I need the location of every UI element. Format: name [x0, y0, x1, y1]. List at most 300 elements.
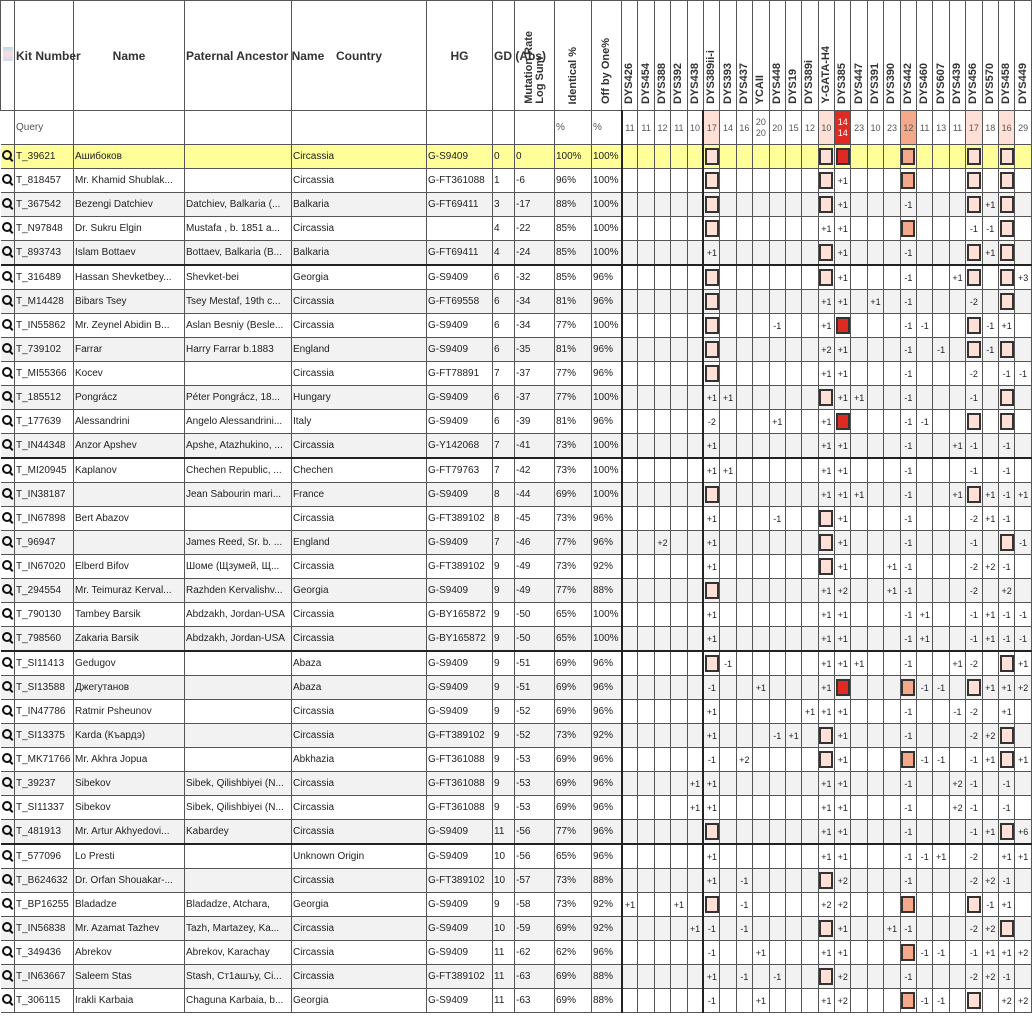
row-search-cell[interactable] — [1, 965, 15, 989]
marker-cell — [1015, 362, 1031, 386]
marker-cell — [687, 603, 703, 627]
magnifier-icon[interactable] — [2, 801, 12, 811]
magnifier-icon[interactable] — [2, 825, 12, 835]
name[interactable]: Mr. Teimuraz Kerval... — [74, 579, 185, 603]
marker-diff-value: +1 — [706, 537, 718, 548]
hg: G-BY165872 — [427, 627, 493, 652]
marker-header[interactable] — [638, 1, 654, 111]
magnifier-icon[interactable] — [2, 512, 12, 522]
row-search-cell[interactable] — [1, 748, 15, 772]
marker-cell — [720, 434, 736, 459]
table-row[interactable] — [1, 603, 1032, 627]
marker-diff-value: -1 — [904, 585, 913, 596]
kit-number[interactable]: T_316489 — [15, 265, 74, 290]
marker-diff-value: -1 — [969, 392, 978, 403]
name[interactable]: Bibars Tsey — [74, 290, 185, 314]
marker-header[interactable] — [720, 1, 736, 111]
name[interactable] — [74, 531, 185, 555]
kit-number[interactable]: T_893743 — [15, 241, 74, 266]
magnifier-icon[interactable] — [2, 150, 12, 160]
marker-cell — [884, 458, 900, 483]
marker-cell — [818, 844, 834, 869]
marker-cell — [720, 314, 736, 338]
row-search-cell[interactable] — [1, 483, 15, 507]
table-row[interactable] — [1, 241, 1032, 266]
row-search-cell[interactable] — [1, 290, 15, 314]
name[interactable] — [74, 483, 185, 507]
marker-cell — [769, 796, 785, 820]
row-search-cell[interactable] — [1, 555, 15, 579]
magnifier-icon[interactable] — [2, 874, 12, 884]
row-search-cell[interactable] — [1, 145, 15, 169]
magnifier-icon[interactable] — [2, 246, 12, 256]
kit-number[interactable]: T_IN67898 — [15, 507, 74, 531]
marker-diff-value: -1 — [904, 513, 913, 524]
marker-header[interactable] — [753, 1, 769, 111]
name[interactable]: Bladadze — [74, 893, 185, 917]
magnifier-icon[interactable] — [2, 850, 12, 860]
marker-header[interactable] — [802, 1, 818, 111]
magnifier-icon[interactable] — [2, 560, 12, 570]
kit-number[interactable]: T_IN38187 — [15, 483, 74, 507]
kit-number[interactable]: T_MK71766 — [15, 748, 74, 772]
table-row[interactable] — [1, 724, 1032, 748]
hg: G-FT361088 — [427, 169, 493, 193]
magnifier-icon[interactable] — [2, 536, 12, 546]
table-row[interactable] — [1, 145, 1032, 169]
marker-cell — [720, 893, 736, 917]
kit-number[interactable]: T_739102 — [15, 338, 74, 362]
row-search-cell[interactable] — [1, 941, 15, 965]
marker-header[interactable] — [818, 1, 834, 111]
ancestor: Shevket-bei — [185, 265, 292, 290]
name[interactable]: Sibekov — [74, 772, 185, 796]
row-search-cell[interactable] — [1, 820, 15, 845]
magnifier-icon[interactable] — [2, 439, 12, 449]
off-by-one-pct: 100% — [592, 241, 622, 266]
table-row[interactable] — [1, 458, 1032, 483]
name[interactable]: Tambey Barsik — [74, 603, 185, 627]
row-search-cell[interactable] — [1, 169, 15, 193]
marker-header[interactable] — [671, 1, 687, 111]
name[interactable]: Kaplanov — [74, 458, 185, 483]
marker-diff-box — [1000, 172, 1014, 189]
table-row[interactable] — [1, 169, 1032, 193]
marker-diff-value: +1 — [821, 826, 832, 837]
marker-cell — [802, 965, 818, 989]
name[interactable]: Zakaria Barsik — [74, 627, 185, 652]
marker-header[interactable] — [949, 1, 965, 111]
row-search-cell[interactable] — [1, 193, 15, 217]
marker-diff-value: -1 — [1002, 778, 1011, 789]
row-search-cell[interactable] — [1, 627, 15, 652]
gd: 10 — [493, 917, 515, 941]
kit-number[interactable]: T_BP16255 — [15, 893, 74, 917]
table-row[interactable] — [1, 989, 1032, 1013]
row-search-cell[interactable] — [1, 507, 15, 531]
table-row[interactable] — [1, 290, 1032, 314]
marker-header[interactable] — [933, 1, 949, 111]
name[interactable]: Джегутанов — [74, 676, 185, 700]
table-row[interactable] — [1, 507, 1032, 531]
marker-cell — [867, 965, 883, 989]
table-row[interactable] — [1, 869, 1032, 893]
row-search-cell[interactable] — [1, 917, 15, 941]
marker-diff-value: +1 — [985, 513, 996, 524]
marker-cell — [966, 169, 982, 193]
marker-cell — [802, 941, 818, 965]
marker-cell — [949, 145, 965, 169]
marker-header[interactable] — [622, 1, 638, 111]
marker-cell — [818, 410, 834, 434]
marker-header[interactable] — [884, 1, 900, 111]
row-search-cell[interactable] — [1, 314, 15, 338]
magnifier-icon[interactable] — [2, 608, 12, 618]
marker-diff-value: +1 — [837, 633, 848, 644]
mutation-log-sum: -52 — [515, 700, 555, 724]
name[interactable]: Anzor Apshev — [74, 434, 185, 459]
kit-number[interactable]: T_96947 — [15, 531, 74, 555]
name[interactable]: Karda (Къардэ) — [74, 724, 185, 748]
marker-header[interactable] — [785, 1, 801, 111]
kit-number[interactable]: T_SI11337 — [15, 796, 74, 820]
kit-number[interactable]: T_306115 — [15, 989, 74, 1013]
table-row[interactable] — [1, 772, 1032, 796]
row-search-cell[interactable] — [1, 531, 15, 555]
marker-cell — [867, 145, 883, 169]
marker-diff-value: -1 — [904, 489, 913, 500]
magnifier-icon[interactable] — [2, 898, 12, 908]
magnifier-icon[interactable] — [2, 367, 12, 377]
marker-header[interactable] — [851, 1, 867, 111]
kit-number[interactable]: T_790130 — [15, 603, 74, 627]
name[interactable]: Saleem Stas — [74, 965, 185, 989]
marker-cell — [835, 531, 851, 555]
query-marker-value: 11 — [622, 111, 638, 145]
name[interactable]: Dr. Orfan Shouakar-... — [74, 869, 185, 893]
kit-number[interactable]: T_39237 — [15, 772, 74, 796]
row-search-cell[interactable] — [1, 651, 15, 676]
name[interactable]: Gedugov — [74, 651, 185, 676]
name[interactable]: Dr. Sukru Elgin — [74, 217, 185, 241]
table-row[interactable] — [1, 748, 1032, 772]
row-search-cell[interactable] — [1, 458, 15, 483]
name[interactable]: Mr. Akhra Jopua — [74, 748, 185, 772]
row-search-cell[interactable] — [1, 796, 15, 820]
marker-cell — [884, 169, 900, 193]
kit-number[interactable]: T_IN67020 — [15, 555, 74, 579]
table-row[interactable] — [1, 338, 1032, 362]
marker-cell — [835, 941, 851, 965]
name[interactable]: Mr. Azamat Tazhev — [74, 917, 185, 941]
table-row[interactable] — [1, 555, 1032, 579]
name[interactable]: Bert Abazov — [74, 507, 185, 531]
row-search-cell[interactable] — [1, 700, 15, 724]
row-search-cell[interactable] — [1, 410, 15, 434]
marker-header[interactable] — [966, 1, 982, 111]
magnifier-icon[interactable] — [2, 343, 12, 353]
row-search-cell[interactable] — [1, 434, 15, 459]
name[interactable]: Kocev — [74, 362, 185, 386]
col-hg[interactable] — [427, 1, 493, 111]
mutation-log-sum: -49 — [515, 579, 555, 603]
marker-diff-value: -1 — [969, 440, 978, 451]
marker-cell — [736, 917, 752, 941]
table-row[interactable] — [1, 796, 1032, 820]
marker-cell — [687, 483, 703, 507]
table-row[interactable] — [1, 844, 1032, 869]
table-row[interactable] — [1, 941, 1032, 965]
marker-cell — [769, 362, 785, 386]
marker-cell — [900, 844, 916, 869]
name[interactable]: Mr. Artur Akhyedovi... — [74, 820, 185, 845]
col-ancestor[interactable] — [185, 1, 325, 111]
row-search-cell[interactable] — [1, 844, 15, 869]
marker-cell — [900, 386, 916, 410]
row-search-cell[interactable] — [1, 724, 15, 748]
marker-diff-value: -1 — [904, 826, 913, 837]
kit-number[interactable]: T_798560 — [15, 627, 74, 652]
magnifier-icon[interactable] — [2, 753, 12, 763]
marker-cell — [736, 338, 752, 362]
name[interactable]: Ratmir Psheunov — [74, 700, 185, 724]
marker-header[interactable] — [900, 1, 916, 111]
marker-cell — [671, 458, 687, 483]
name[interactable]: Ашибоков — [74, 145, 185, 169]
marker-label: DYS458 — [1000, 63, 1013, 104]
table-row[interactable] — [1, 265, 1032, 290]
row-search-cell[interactable] — [1, 265, 15, 290]
marker-cell — [900, 169, 916, 193]
marker-header[interactable] — [867, 1, 883, 111]
table-row[interactable] — [1, 483, 1032, 507]
table-row[interactable] — [1, 531, 1032, 555]
row-search-cell[interactable] — [1, 386, 15, 410]
kit-number[interactable]: T_IN56838 — [15, 917, 74, 941]
table-row[interactable] — [1, 917, 1032, 941]
magnifier-icon[interactable] — [2, 319, 12, 329]
marker-diff-value: +2 — [1001, 585, 1012, 596]
marker-cell — [966, 410, 982, 434]
name[interactable]: Mr. Zeynel Abidin B... — [74, 314, 185, 338]
kit-number[interactable]: T_185512 — [15, 386, 74, 410]
marker-cell — [736, 941, 752, 965]
kit-number[interactable]: T_577096 — [15, 844, 74, 869]
marker-cell — [802, 820, 818, 845]
identical-pct: 73% — [555, 893, 592, 917]
marker-header[interactable] — [998, 1, 1014, 111]
name[interactable]: Mr. Khamid Shublak... — [74, 169, 185, 193]
magnifier-icon[interactable] — [2, 946, 12, 956]
magnifier-icon[interactable] — [2, 198, 12, 208]
table-row[interactable] — [1, 893, 1032, 917]
kit-number[interactable]: T_294554 — [15, 579, 74, 603]
kit-number[interactable]: T_39621 — [15, 145, 74, 169]
table-row[interactable] — [1, 820, 1032, 845]
marker-header[interactable] — [769, 1, 785, 111]
table-row[interactable] — [1, 314, 1032, 338]
ancestor — [185, 844, 292, 869]
marker-cell — [917, 676, 933, 700]
name[interactable]: Elberd Bifov — [74, 555, 185, 579]
table-row[interactable] — [1, 965, 1032, 989]
table-row[interactable] — [1, 434, 1032, 459]
marker-cell — [638, 772, 654, 796]
marker-cell — [687, 844, 703, 869]
magnifier-icon[interactable] — [2, 174, 12, 184]
marker-diff-value: -1 — [1002, 971, 1011, 982]
kit-number[interactable]: T_N97848 — [15, 217, 74, 241]
row-search-cell[interactable] — [1, 869, 15, 893]
marker-cell — [703, 531, 719, 555]
row-search-cell[interactable] — [1, 772, 15, 796]
identical-pct: 85% — [555, 217, 592, 241]
magnifier-icon[interactable] — [2, 391, 12, 401]
name[interactable]: Lo Presti — [74, 844, 185, 869]
table-row[interactable] — [1, 579, 1032, 603]
name[interactable]: Sibekov — [74, 796, 185, 820]
marker-cell — [687, 772, 703, 796]
marker-cell — [917, 531, 933, 555]
row-search-cell[interactable] — [1, 603, 15, 627]
kit-number[interactable]: T_MI20945 — [15, 458, 74, 483]
magnifier-icon[interactable] — [2, 970, 12, 980]
marker-cell — [720, 193, 736, 217]
marker-cell — [835, 241, 851, 266]
marker-cell — [966, 265, 982, 290]
marker-cell — [851, 579, 867, 603]
marker-diff-value: -1 — [904, 658, 913, 669]
magnifier-icon[interactable] — [2, 584, 12, 594]
name[interactable]: Islam Bottaev — [74, 241, 185, 266]
kit-number[interactable]: T_481913 — [15, 820, 74, 845]
marker-label: DYS460 — [918, 63, 931, 104]
marker-cell — [622, 338, 638, 362]
marker-diff-value: +1 — [1001, 682, 1012, 693]
marker-cell — [638, 796, 654, 820]
kit-number[interactable]: T_IN55862 — [15, 314, 74, 338]
marker-diff-value: -1 — [773, 730, 782, 741]
col-kit-number[interactable] — [15, 1, 81, 111]
name[interactable]: Abrekov — [74, 941, 185, 965]
magnifier-icon[interactable] — [2, 994, 12, 1004]
row-search-cell[interactable] — [1, 579, 15, 603]
col-off-by-one[interactable] — [592, 1, 622, 111]
magnifier-icon[interactable] — [2, 705, 12, 715]
marker-header[interactable] — [1015, 1, 1031, 111]
marker-cell — [785, 507, 801, 531]
row-search-cell[interactable] — [1, 893, 15, 917]
table-row[interactable] — [1, 386, 1032, 410]
magnifier-icon[interactable] — [2, 464, 12, 474]
name[interactable]: Farrar — [74, 338, 185, 362]
marker-header[interactable] — [703, 1, 719, 111]
magnifier-icon[interactable] — [2, 777, 12, 787]
kit-number[interactable]: T_SI13375 — [15, 724, 74, 748]
kit-number[interactable]: T_367542 — [15, 193, 74, 217]
row-search-cell[interactable] — [1, 676, 15, 700]
name[interactable]: Irakli Karbaia — [74, 989, 185, 1013]
marker-cell — [736, 483, 752, 507]
marker-diff-value: +1 — [952, 272, 963, 283]
marker-cell — [753, 748, 769, 772]
table-row[interactable] — [1, 193, 1032, 217]
table-row[interactable] — [1, 410, 1032, 434]
hg: G-FT361088 — [427, 796, 493, 820]
query-marker-value: 16 — [998, 111, 1014, 145]
magnifier-icon[interactable] — [2, 271, 12, 281]
name[interactable]: Hassan Shevketbey... — [74, 265, 185, 290]
kit-number[interactable]: T_MI55366 — [15, 362, 74, 386]
marker-diff-value: -1 — [937, 754, 946, 765]
name[interactable]: Bezengi Datchiev — [74, 193, 185, 217]
kit-number[interactable]: T_IN63667 — [15, 965, 74, 989]
magnifier-icon[interactable] — [2, 729, 12, 739]
kit-number[interactable]: T_818457 — [15, 169, 74, 193]
marker-cell — [966, 676, 982, 700]
table-row[interactable] — [1, 627, 1032, 652]
magnifier-icon[interactable] — [2, 681, 12, 691]
table-row[interactable] — [1, 700, 1032, 724]
kit-number[interactable]: T_SI13588 — [15, 676, 74, 700]
marker-cell — [900, 724, 916, 748]
marker-header[interactable] — [736, 1, 752, 111]
marker-cell — [835, 458, 851, 483]
app-logo-icon — [3, 47, 13, 61]
magnifier-icon[interactable] — [2, 415, 12, 425]
marker-header[interactable] — [654, 1, 670, 111]
marker-diff-value: +2 — [1017, 995, 1029, 1006]
table-row[interactable] — [1, 676, 1032, 700]
col-identical[interactable] — [555, 1, 592, 111]
marker-cell — [966, 700, 982, 724]
magnifier-icon[interactable] — [2, 632, 12, 642]
row-search-cell[interactable] — [1, 362, 15, 386]
row-search-cell[interactable] — [1, 338, 15, 362]
kit-number[interactable]: T_SI11413 — [15, 651, 74, 676]
marker-cell — [818, 531, 834, 555]
row-search-cell[interactable] — [1, 989, 15, 1013]
marker-diff-value: +1 — [837, 513, 848, 524]
magnifier-icon[interactable] — [2, 657, 12, 667]
marker-header[interactable] — [917, 1, 933, 111]
magnifier-icon[interactable] — [2, 922, 12, 932]
marker-header[interactable] — [835, 1, 851, 111]
table-row[interactable] — [1, 217, 1032, 241]
name[interactable]: Alessandrini — [74, 410, 185, 434]
kit-number[interactable]: T_IN44348 — [15, 434, 74, 459]
name[interactable]: Pongrácz — [74, 386, 185, 410]
kit-number[interactable]: T_349436 — [15, 941, 74, 965]
table-row[interactable] — [1, 651, 1032, 676]
marker-cell — [851, 410, 867, 434]
magnifier-icon[interactable] — [2, 488, 12, 498]
kit-number[interactable]: T_IN47786 — [15, 700, 74, 724]
marker-header[interactable] — [687, 1, 703, 111]
magnifier-icon[interactable] — [2, 295, 12, 305]
marker-header[interactable] — [982, 1, 998, 111]
row-search-cell[interactable] — [1, 241, 15, 266]
gd: 6 — [493, 410, 515, 434]
col-name[interactable] — [74, 1, 185, 111]
table-row[interactable] — [1, 362, 1032, 386]
row-search-cell[interactable] — [1, 217, 15, 241]
kit-number[interactable]: T_M14428 — [15, 290, 74, 314]
magnifier-icon[interactable] — [2, 222, 12, 232]
marker-cell — [982, 338, 998, 362]
kit-number[interactable]: T_B624632 — [15, 869, 74, 893]
kit-number[interactable]: T_177639 — [15, 410, 74, 434]
